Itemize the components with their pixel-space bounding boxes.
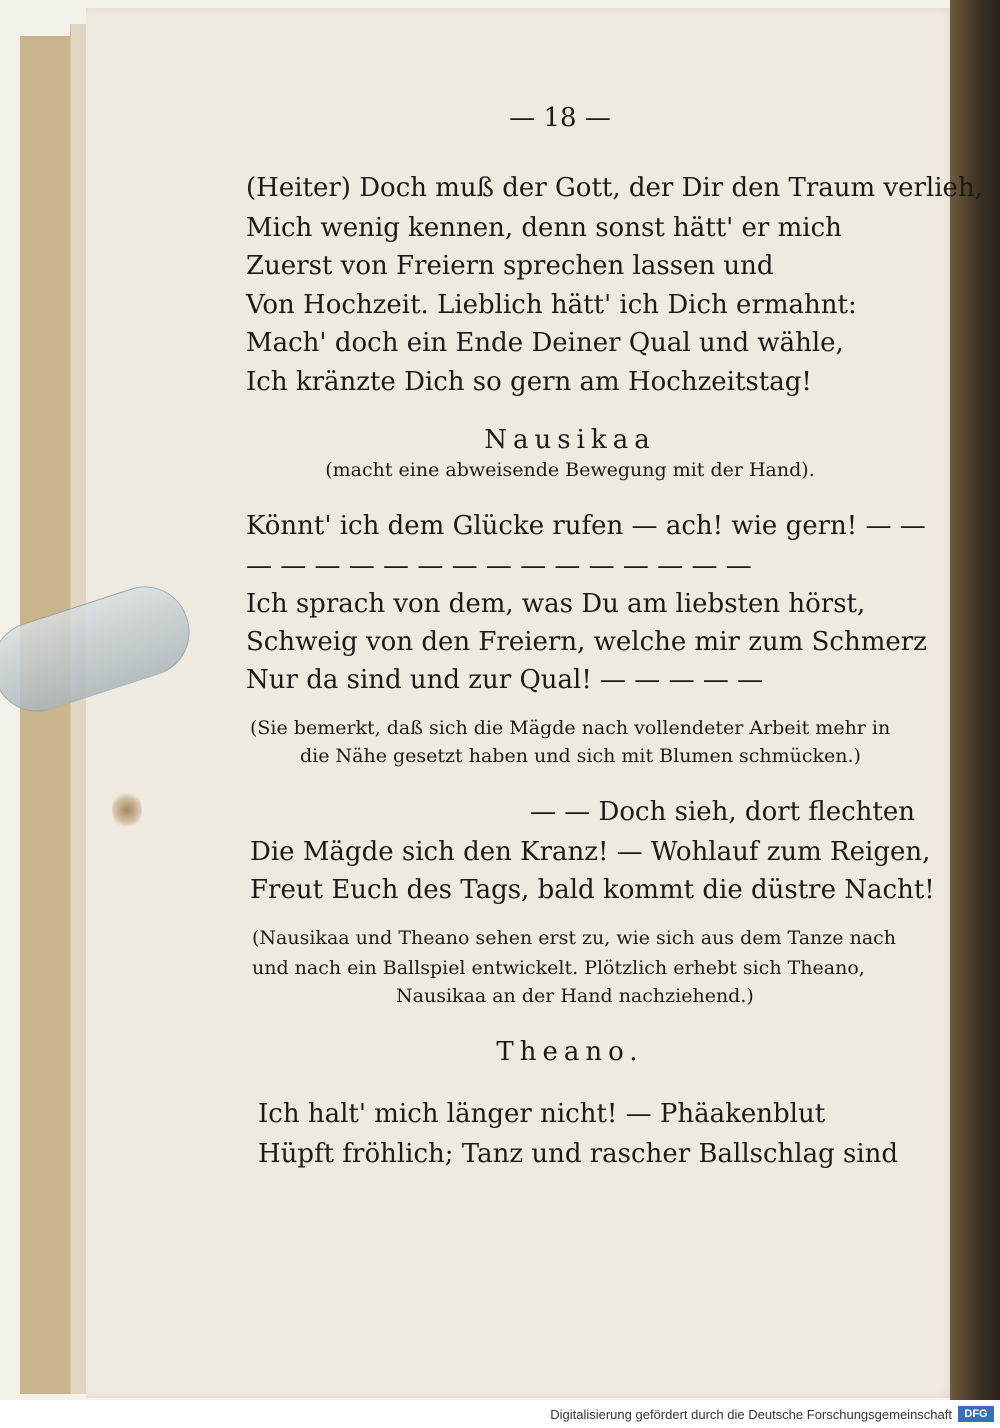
paper-stain xyxy=(112,790,142,830)
verse-line: (Heiter) Doch muß der Gott, der Dir den Traum verlieh, xyxy=(246,173,983,203)
stage-direction: die Nähe gesetzt haben und sich mit Blumen schmücken.) xyxy=(300,745,861,767)
verse-line: Hüpft fröhlich; Tanz und rascher Ballschlag sind xyxy=(258,1139,899,1169)
speaker-name: Theano. xyxy=(496,1037,644,1067)
verse-line: Nur da sind und zur Qual! — — — — — xyxy=(246,665,764,695)
verse-line: Mach' doch ein Ende Deiner Qual und wähle, xyxy=(246,328,844,358)
verse-line: Ich kränzte Dich so gern am Hochzeitstag! xyxy=(246,367,812,397)
page-number: — 18 — xyxy=(509,103,611,133)
verse-line: Von Hochzeit. Lieblich hätt' ich Dich ermahnt: xyxy=(246,290,857,320)
stage-direction: (Sie bemerkt, daß sich die Mägde nach vollendeter Arbeit mehr in xyxy=(250,717,891,739)
stage-direction: (macht eine abweisende Bewegung mit der Hand). xyxy=(325,459,815,481)
stage-direction: (Nausikaa und Theano sehen erst zu, wie sich aus dem Tanze nach xyxy=(252,927,897,949)
dash-line: — — — — — — — — — — — — — — — xyxy=(246,551,752,581)
book-spine xyxy=(950,0,1000,1400)
verse-line: Freut Euch des Tags, bald kommt die düstre Nacht! xyxy=(250,875,935,905)
verse-line: Die Mägde sich den Kranz! — Wohlauf zum Reigen, xyxy=(250,837,931,867)
speaker-name: Nausikaa xyxy=(484,425,656,455)
verse-line: — — Doch sieh, dort flechten xyxy=(530,797,915,827)
digitization-footer xyxy=(0,1400,1000,1428)
verse-line: Schweig von den Freiern, welche mir zum Schmerz xyxy=(246,627,927,657)
verse-line: Ich halt' mich länger nicht! — Phäakenblut xyxy=(258,1099,826,1129)
stage-direction: Nausikaa an der Hand nachziehend.) xyxy=(396,985,754,1007)
dfg-logo: DFG xyxy=(958,1406,994,1422)
footer-text: Digitalisierung gefördert durch die Deutsche Forschungsgemeinschaft xyxy=(550,1407,952,1422)
verse-line: Mich wenig kennen, denn sonst hätt' er mich xyxy=(246,213,842,243)
stage-direction: und nach ein Ballspiel entwickelt. Plötzlich erhebt sich Theano, xyxy=(252,957,865,979)
verse-line: Könnt' ich dem Glücke rufen — ach! wie gern! — — xyxy=(246,511,926,541)
verse-line: Zuerst von Freiern sprechen lassen und xyxy=(246,251,774,281)
verse-line: Ich sprach von dem, was Du am liebsten hörst, xyxy=(246,589,866,619)
